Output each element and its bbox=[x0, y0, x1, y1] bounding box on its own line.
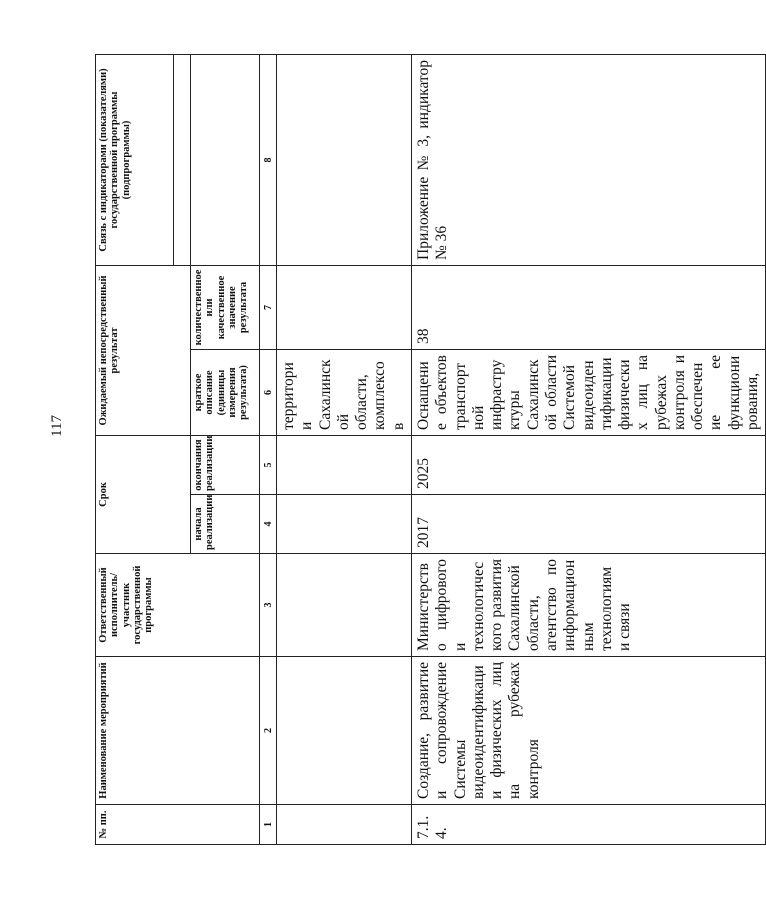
row-name: Создание, развитие и сопровождение Системы видеоидентификации физических лиц на рубежах контроля bbox=[411, 657, 765, 805]
column-number: 2 bbox=[260, 657, 277, 805]
row-term-end: 2025 bbox=[411, 435, 765, 494]
header-num: № пп. bbox=[96, 805, 260, 845]
page-number: 117 bbox=[49, 415, 65, 437]
cont-result-value bbox=[277, 265, 412, 349]
measures-table bbox=[95, 54, 766, 845]
row-term-start: 2017 bbox=[411, 495, 765, 554]
header-term-end: окончания реализации bbox=[191, 435, 260, 494]
cont-indicators bbox=[277, 54, 412, 265]
row-result-desc: Оснащение объектов транспортной инфраструктуры Сахалинской области Системой видеоидентификации физических лиц на рубежах контроля и обеспечение ее функционирования, bbox=[411, 349, 765, 435]
header-executor: Ответственный исполнитель/ участник государственной программы bbox=[96, 554, 260, 657]
column-number: 7 bbox=[260, 265, 277, 349]
cont-num bbox=[277, 805, 412, 845]
row-result-value: 38 bbox=[411, 265, 765, 349]
row-num: 7.1.4. bbox=[411, 805, 765, 845]
header-indicators-blank bbox=[191, 54, 260, 265]
row-indicators: Приложение № 3, индикатор № 36 bbox=[411, 54, 765, 265]
header-result-desc: краткое описание (единицы измерения результата) bbox=[191, 349, 260, 435]
cont-name bbox=[277, 657, 412, 805]
cont-term-end bbox=[277, 435, 412, 494]
header-term-start: начала реализации bbox=[191, 495, 260, 554]
cont-term-start bbox=[277, 495, 412, 554]
column-number: 4 bbox=[260, 495, 277, 554]
column-number: 6 bbox=[260, 349, 277, 435]
cont-executor bbox=[277, 554, 412, 657]
header-result-value: количественное или качественное значение результата bbox=[191, 265, 260, 349]
column-number: 5 bbox=[260, 435, 277, 494]
table-row bbox=[411, 54, 765, 844]
column-number: 3 bbox=[260, 554, 277, 657]
header-result: Ожидаемый непосредственный результат bbox=[96, 265, 191, 435]
column-number-row bbox=[260, 54, 277, 844]
row-executor: Министерство цифрового и технологического развития Сахалинской области, агентство по информационным технологиям и связи bbox=[411, 554, 765, 657]
header-term: Срок bbox=[96, 435, 191, 553]
header-indicators: Связь с индикаторами (показателями) государственной программы (подпрограммы) bbox=[96, 54, 174, 265]
header-name: Наименование мероприятий bbox=[96, 657, 260, 805]
continuation-row bbox=[277, 54, 412, 844]
cont-result-desc: территории Сахалинской области, комплексов bbox=[277, 349, 412, 435]
header-row bbox=[96, 54, 174, 844]
column-number: 1 bbox=[260, 805, 277, 845]
header-indicators-sub bbox=[174, 54, 191, 265]
column-number: 8 bbox=[260, 54, 277, 265]
rotated-table-container bbox=[95, 55, 762, 845]
